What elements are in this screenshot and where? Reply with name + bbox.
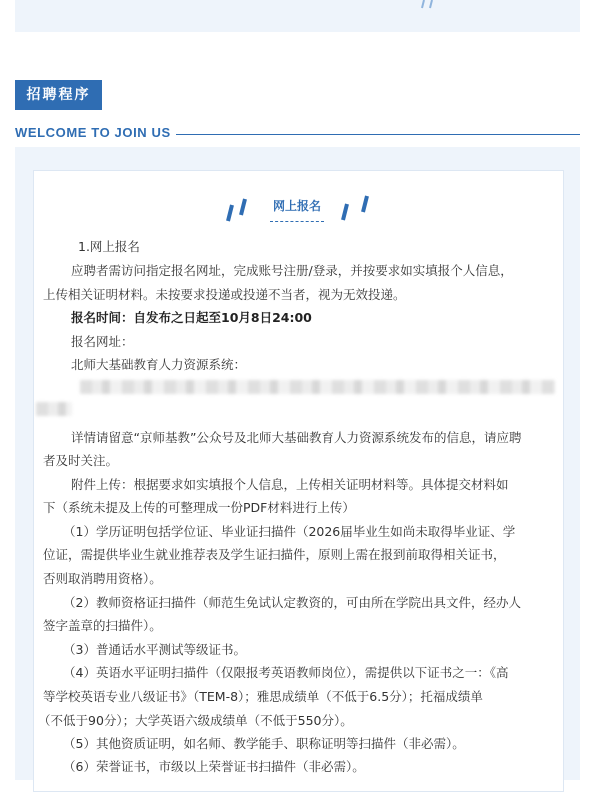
list-item: （4）英语水平证明扫描件（仅限报考英语教师岗位），需提供以下证书之一：《高: [63, 665, 509, 680]
list-item: 签字盖章的扫描件）。: [43, 618, 162, 633]
list-item: （3）普通话水平测试等级证书。: [63, 642, 246, 657]
paragraph-line: 者及时关注。: [43, 453, 119, 468]
title-slash-right-icon: [340, 194, 376, 222]
redacted-url: [80, 380, 555, 394]
system-name: 北师大基础教育人力资源系统：: [71, 357, 247, 372]
card-title: 网上报名: [272, 199, 321, 213]
previous-section-card: [15, 0, 580, 32]
section-tag: 招聘程序: [15, 80, 102, 110]
redacted-url: [36, 402, 72, 416]
paragraph-line: 详情请留意“京师基教”公众号及北师大基础教育人力资源系统发布的信息，请应聘: [71, 430, 522, 445]
card-title-underline: [270, 221, 324, 222]
list-item: 位证，需提供毕业生就业推荐表及学生证扫描件，原则上需在报到前取得相关证书，: [43, 547, 506, 562]
paragraph-line: 上传相关证明材料。未按要求投递或投递不当者，视为无效投递。: [43, 287, 406, 302]
decorative-slash-icon: [420, 0, 440, 12]
registration-url-label: 报名网址：: [71, 334, 134, 349]
list-item: 等学校英语专业八级证书》（TEM-8）；雅思成绩单（不低于6.5分）；托福成绩单: [43, 689, 483, 704]
list-item: 否则取消聘用资格）。: [43, 571, 162, 586]
list-item: （不低于90分）；大学英语六级成绩单（不低于550分）。: [38, 713, 353, 728]
list-item: （5）其他资质证明，如名师、教学能手、职称证明等扫描件（非必需）。: [63, 736, 465, 751]
list-item: （1）学历证明包括学位证、毕业证扫描件（2026届毕业生如尚未取得毕业证、学: [63, 524, 516, 539]
registration-time: 报名时间：自发布之日起至10月8日24:00: [71, 310, 312, 325]
step-heading: 1.网上报名: [78, 239, 140, 254]
paragraph-line: 应聘者需访问指定报名网址，完成账号注册/登录，并按要求如实填报个人信息，: [71, 263, 513, 278]
welcome-heading: WELCOME TO JOIN US: [15, 125, 171, 140]
title-slash-left-icon: [224, 195, 260, 223]
list-item: （2）教师资格证扫描件（师范生免试认定教资的，可由所在学院出具文件，经办人: [63, 595, 521, 610]
paragraph-line: 附件上传：根据要求如实填报个人信息，上传相关证明材料等。具体提交材料如: [71, 477, 509, 492]
list-item: （6）荣誉证书，市级以上荣誉证书扫描件（非必需）。: [63, 759, 365, 774]
paragraph-line: 下（系统未提及上传的可整理成一份PDF材料进行上传）: [43, 500, 355, 515]
welcome-divider: [176, 134, 580, 135]
